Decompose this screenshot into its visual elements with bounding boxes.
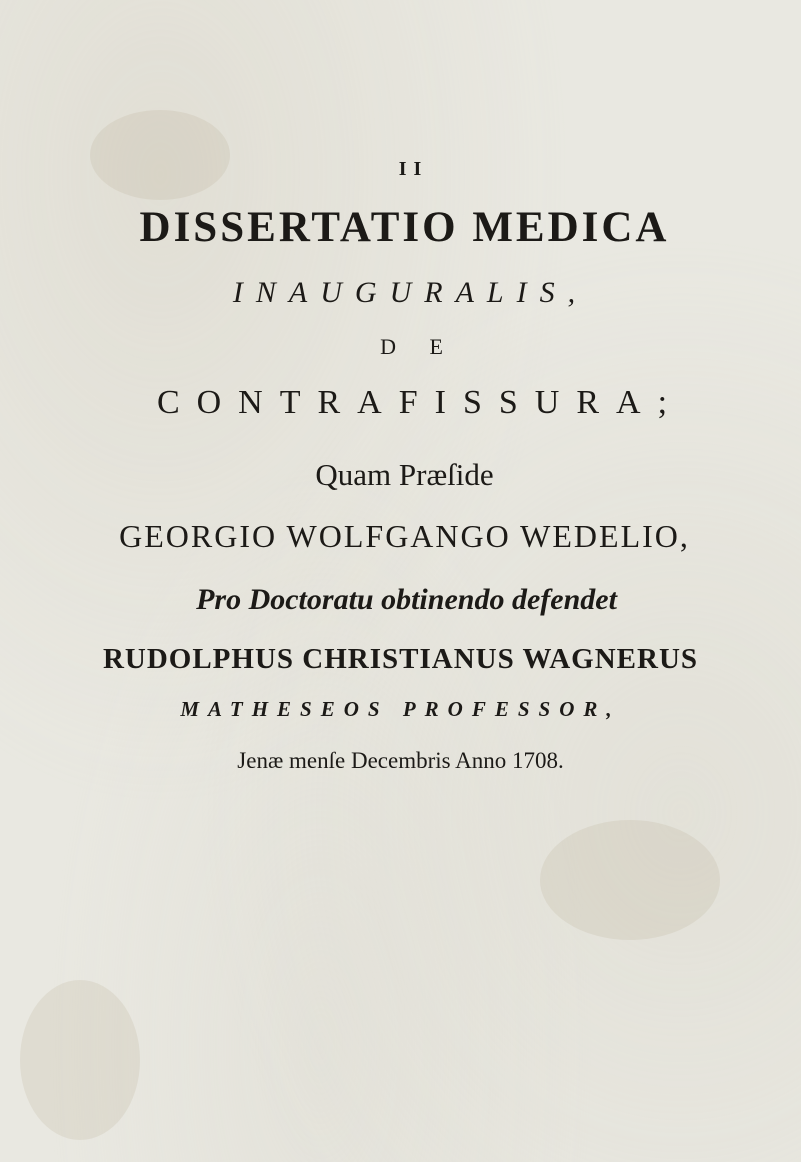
president-name: GEORGIO WOLFGANGO WEDELIO, xyxy=(119,518,690,554)
paper-stain xyxy=(540,820,720,940)
main-title: DISSERTATIO MEDICA xyxy=(139,204,670,251)
paper-stain xyxy=(20,980,140,1140)
respondent-name: RUDOLPHUS CHRISTIANUS WAGNERUS xyxy=(102,643,699,675)
imprint-line: Jenæ menſe Decembris Anno 1708. xyxy=(237,748,564,773)
respondent-title: MATHESEOS PROFESSOR, xyxy=(180,697,621,721)
subject-heading: CONTRAFISSURA; xyxy=(156,384,685,421)
page-number: I I xyxy=(398,158,423,180)
paper-stain xyxy=(90,110,230,200)
praeside-line: Quam Præſide xyxy=(315,457,494,492)
pro-doctoratu-line: Pro Doctoratu obtinendo defendet xyxy=(196,583,617,616)
preposition: D E xyxy=(380,334,457,359)
subtitle: INAUGURALIS, xyxy=(232,276,589,309)
